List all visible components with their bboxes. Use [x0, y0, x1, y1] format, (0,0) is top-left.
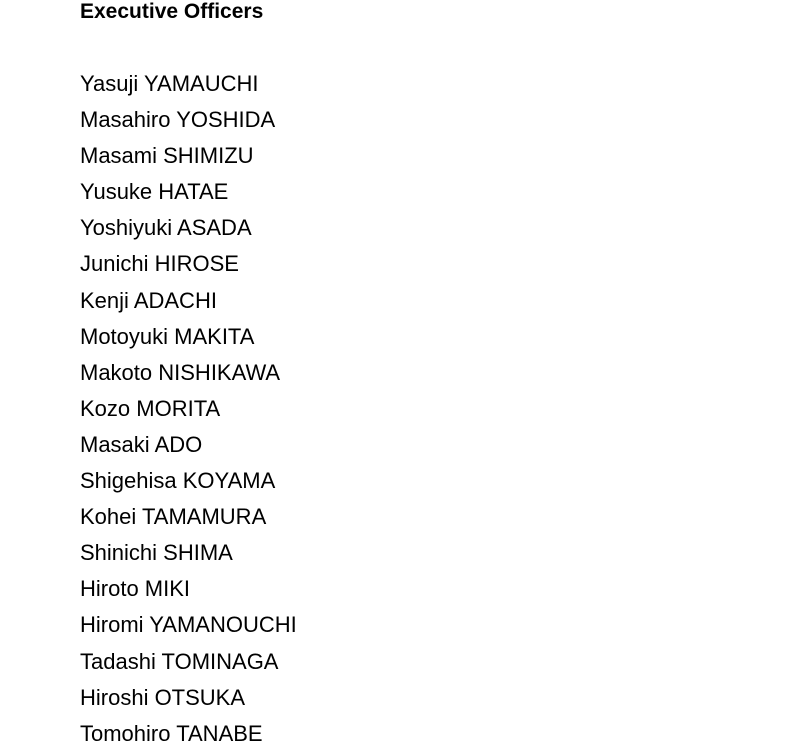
- officer-name: Tadashi TOMINAGA: [80, 648, 279, 674]
- officer-name: Tomohiro TANABE: [80, 720, 263, 746]
- officer-name: Junichi HIROSE: [80, 251, 239, 277]
- officer-name: Shinichi SHIMA: [80, 540, 233, 566]
- officer-name: Hiroto MIKI: [80, 576, 191, 602]
- section-heading: Executive Officers: [80, 0, 264, 23]
- officer-name: Makoto NISHIKAWA: [80, 359, 281, 385]
- officer-name: Masahiro YOSHIDA: [80, 107, 276, 133]
- officer-name: Motoyuki MAKITA: [80, 323, 255, 349]
- officer-name: Hiroshi OTSUKA: [80, 684, 246, 710]
- officer-name: Yasuji YAMAUCHI: [80, 71, 259, 96]
- officer-name: Kohei TAMAMURA: [80, 504, 267, 530]
- officer-name: Hiromi YAMANOUCHI: [80, 612, 297, 638]
- officer-name: Masaki ADO: [80, 431, 203, 457]
- officer-list: [80, 66, 297, 752]
- officer-name: Kenji ADACHI: [80, 287, 217, 313]
- officer-name: Yoshiyuki ASADA: [80, 215, 252, 241]
- officer-name: Shigehisa KOYAMA: [80, 468, 276, 494]
- officer-name: Masami SHIMIZU: [80, 143, 254, 169]
- officer-name: Kozo MORITA: [80, 395, 221, 421]
- officer-name: Yusuke HATAE: [80, 179, 229, 205]
- executive-officers-section: [80, 0, 800, 746]
